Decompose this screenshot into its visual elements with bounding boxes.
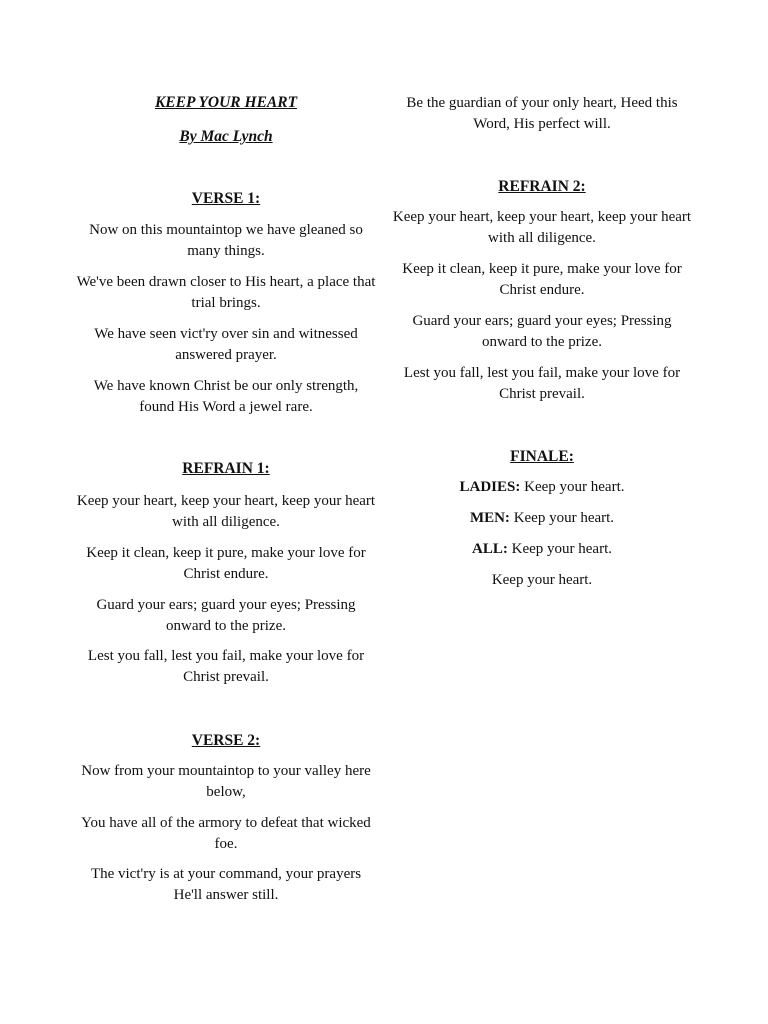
refrain1-line-1: Keep your heart, keep your heart, keep your heart with all diligence. bbox=[76, 493, 376, 530]
refrain2-line-4: Lest you fall, lest you fail, make your love for Christ prevail. bbox=[403, 365, 681, 402]
refrain2-heading: REFRAIN 2: bbox=[498, 178, 586, 195]
verse1-heading: VERSE 1: bbox=[191, 190, 261, 207]
refrain2-line-3: Guard your ears; guard your eyes; Pressing onward to the prize. bbox=[412, 313, 672, 350]
finale-part-ladies bbox=[392, 477, 692, 498]
finale-part-all bbox=[392, 539, 692, 560]
finale-heading: FINALE: bbox=[510, 448, 574, 465]
refrain1-heading: REFRAIN 1: bbox=[182, 460, 270, 477]
verse1-line-2: We've been drawn closer to His heart, a place that trial brings. bbox=[76, 274, 376, 311]
refrain1-line-2: Keep it clean, keep it pure, make your love for Christ endure. bbox=[86, 545, 366, 582]
refrain1-line-4: Lest you fall, lest you fail, make your love for Christ prevail. bbox=[87, 648, 365, 685]
verse1-line-3: We have seen vict'ry over sin and witnessed answered prayer. bbox=[94, 326, 358, 363]
finale-part-text: Keep your heart. bbox=[513, 510, 615, 526]
refrain2-line-2: Keep it clean, keep it pure, make your love for Christ endure. bbox=[402, 261, 682, 298]
finale-part-men bbox=[392, 508, 692, 529]
finale-closing-line: Keep your heart. bbox=[491, 572, 593, 588]
verse2-line-2: You have all of the armory to defeat that wicked foe. bbox=[81, 815, 371, 852]
verse1-line-4: We have known Christ be our only strength, found His Word a jewel rare. bbox=[93, 378, 359, 415]
song-author: By Mac Lynch bbox=[179, 128, 273, 145]
finale-part-label: ALL: bbox=[472, 541, 508, 557]
refrain1-line-3: Guard your ears; guard your eyes; Pressing onward to the prize. bbox=[96, 597, 356, 634]
verse2-continued-line: Be the guardian of your only heart, Heed this Word, His perfect will. bbox=[406, 95, 678, 132]
verse2-line-1: Now from your mountaintop to your valley here below, bbox=[81, 763, 371, 800]
verse2-line-3: The vict'ry is at your command, your prayers He'll answer still. bbox=[90, 866, 362, 903]
song-title: KEEP YOUR HEART bbox=[154, 94, 298, 111]
finale-part-label: LADIES: bbox=[459, 479, 521, 495]
verse2-heading: VERSE 2: bbox=[191, 732, 261, 749]
verse1-line-1: Now on this mountaintop we have gleaned so many things. bbox=[89, 222, 363, 259]
refrain2-line-1: Keep your heart, keep your heart, keep your heart with all diligence. bbox=[392, 209, 692, 246]
finale-part-text: Keep your heart. bbox=[524, 479, 625, 495]
finale-part-label: MEN: bbox=[469, 510, 510, 526]
finale-part-text: Keep your heart. bbox=[511, 541, 612, 557]
